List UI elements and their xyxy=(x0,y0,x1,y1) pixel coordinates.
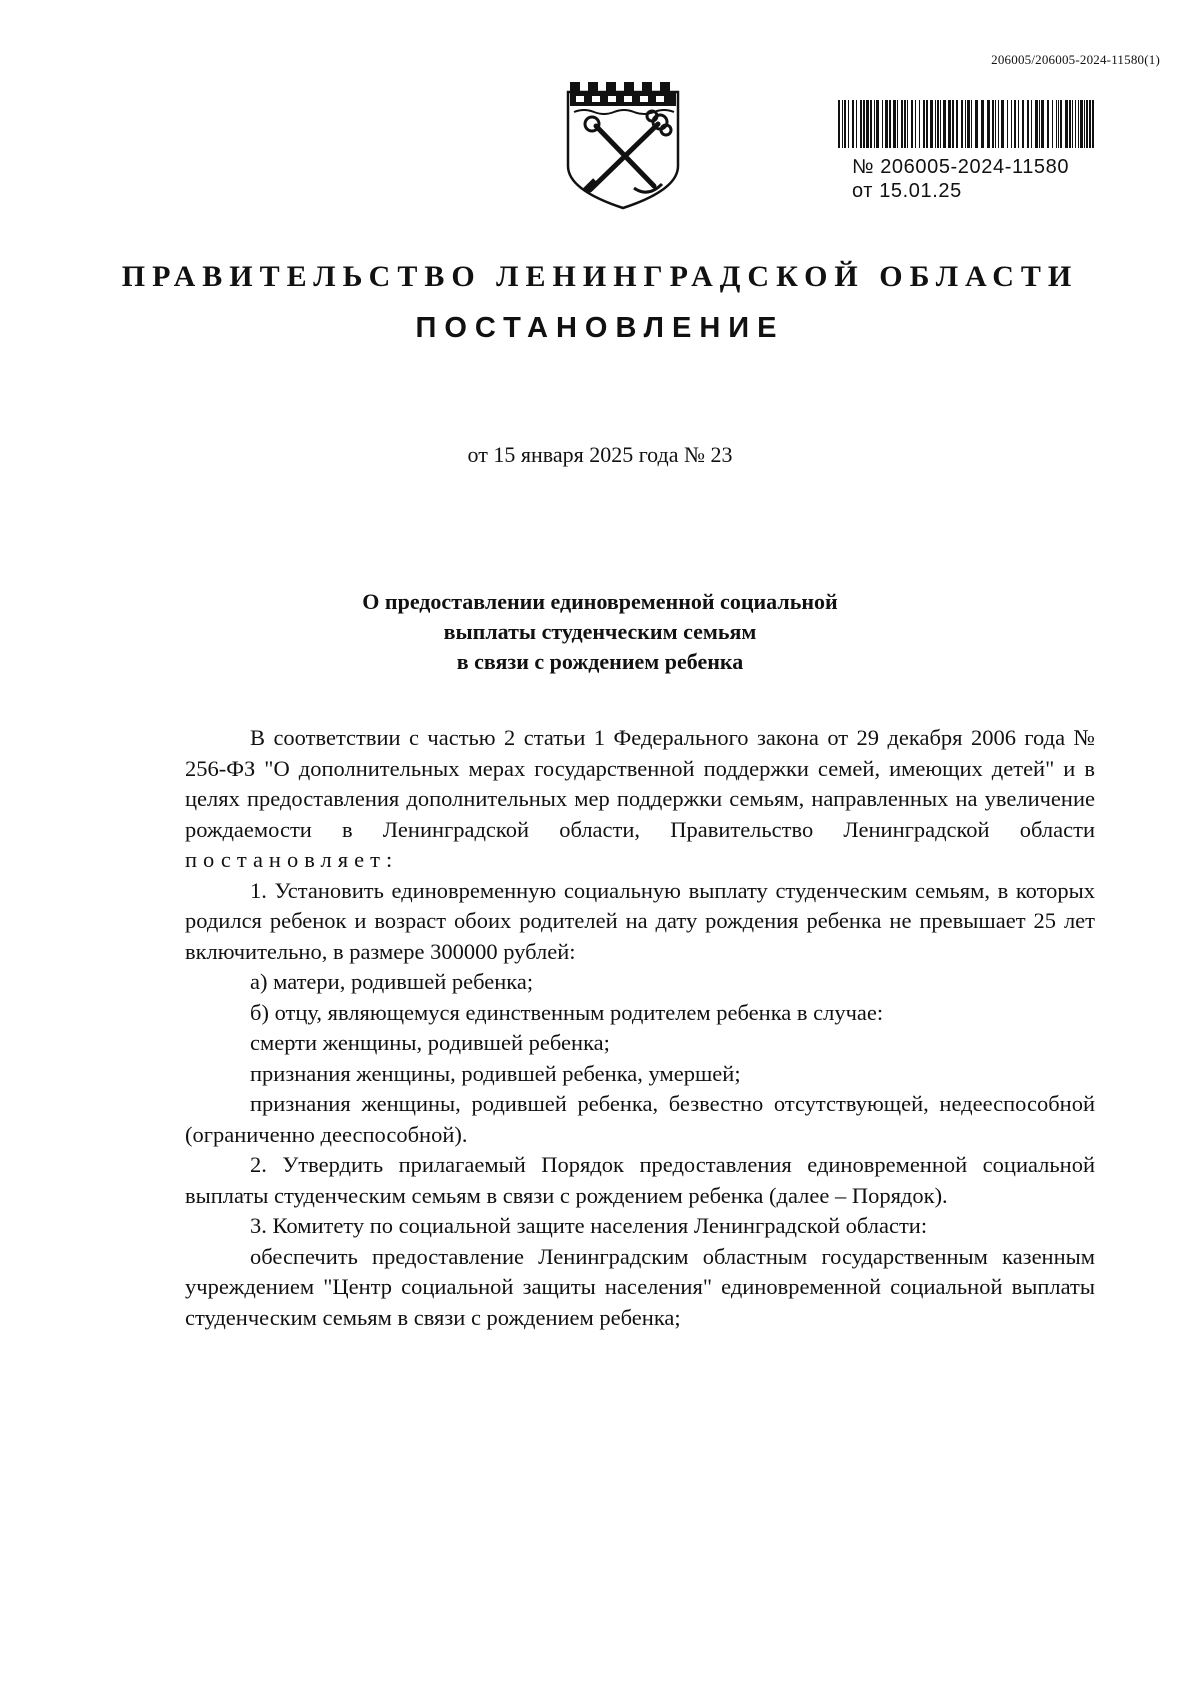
clause-3a: обеспечить предоставление Ленинградским областным государственным казенным учреждением "Центр социальной защиты населения" единовременной социальной выплаты студенческим семьям в связи с рождением ребенка; xyxy=(185,1243,1095,1330)
coat-of-arms-emblem xyxy=(562,78,684,212)
clause-1b-case-1: смерти женщины, родившей ребенка; xyxy=(250,1030,610,1055)
registration-date: от 15.01.25 xyxy=(852,180,962,202)
clause-1: 1. Установить единовременную социальную выплату студенческим семьям, в которых родился ребенок и возраст обоих родителей на дату рождения ребенка не превышает 25 лет включительно, в размере 300000 рублей: xyxy=(185,877,1095,964)
title-line: О предоставлении единовременной социальной xyxy=(362,589,838,614)
clause-1a: а) матери, родившей ребенка; xyxy=(250,969,534,994)
document-title xyxy=(0,587,1200,677)
clause-2: 2. Утвердить прилагаемый Порядок предоставления единовременной социальной выплаты студенческим семьям в связи с рождением ребенка (далее – Порядок). xyxy=(185,1152,1095,1208)
clause-1b: б) отцу, являющемуся единственным родителем ребенка в случае: xyxy=(250,999,884,1025)
registration-code: 206005/206005-2024-11580(1) xyxy=(991,52,1160,67)
decrees-word: постановляет: xyxy=(185,847,399,872)
title-line: выплаты студенческим семьям xyxy=(443,619,757,644)
clause-1b-case-2: признания женщины, родившей ребенка, умершей; xyxy=(250,1060,741,1086)
document-date: от 15 января 2025 года № 23 xyxy=(467,442,733,467)
clause-3: 3. Комитету по социальной защите населения Ленинградской области: xyxy=(250,1213,928,1238)
preamble-paragraph xyxy=(185,723,1095,876)
clause-1b-case-3: признания женщины, родившей ребенка, безвестно отсутствующей, недееспособной (ограниченно дееспособной). xyxy=(185,1091,1095,1147)
organization-name: ПРАВИТЕЛЬСТВО ЛЕНИНГРАДСКОЙ ОБЛАСТИ xyxy=(121,260,1079,293)
preamble-text: В соответствии с частью 2 статьи 1 Федерального закона от 29 декабря 2006 года № 256-ФЗ "О дополнительных мерах государственной поддержки семей, имеющих детей" и в целях предоставления дополнительных мер поддержки семьям, направленных на увеличение рождаемости в Ленинградской области, Правительство Ленинградской области xyxy=(185,725,1095,842)
title-line: в связи с рождением ребенка xyxy=(456,649,744,674)
document-type: ПОСТАНОВЛЕНИЕ xyxy=(415,312,785,344)
document-body xyxy=(185,723,1095,1333)
barcode xyxy=(838,100,1100,148)
registration-number: № 206005-2024-11580 xyxy=(852,156,1070,178)
